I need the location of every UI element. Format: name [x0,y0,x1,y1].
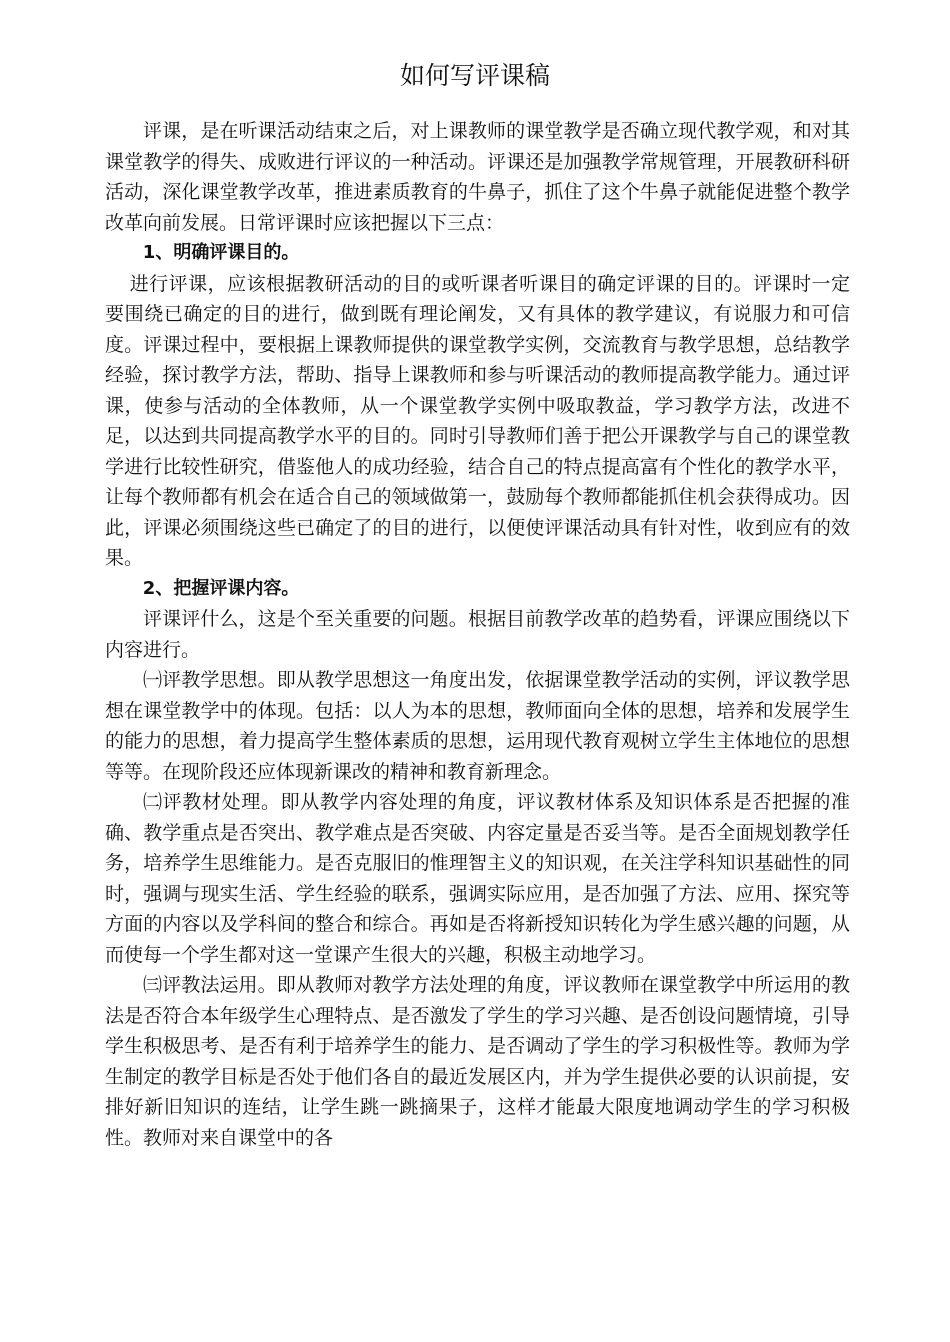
item-material-handling: ㈡评教材处理。即从教学内容处理的角度，评议教材体系及知识体系是否把握的准确、教学重点是否突出、教学难点是否突破、内容定量是否妥当等。是否全面规划教学任务，培养学生思维能力。是否克服旧的惟理智主义的知识观，在关注学科知识基础性的同时，强调与现实生活、学生经验的联系，强调实际应用，是否加强了方法、应用、探究等方面的内容以及学科间的整合和综合。再如是否将新授知识转化为学生感兴趣的问题，从而使每一个学生都对这一堂课产生很大的兴趣，积极主动地学习。 [105,791,850,966]
document-body [105,116,850,1153]
section-heading-content: 2、把握评课内容。 [142,577,300,599]
content-intro-paragraph: 评课评什么，这是个至关重要的问题。根据目前教学改革的趋势看，评课应围绕以下内容进行。 [105,608,850,661]
purpose-paragraph: 进行评课，应该根据教研活动的目的或听课者听课目的确定评课的目的。评课时一定要围绕已确定的目的进行，做到既有理论阐发，又有具体的教学建议，有说服力和可信度。评课过程中，要根据上课教师提供的课堂教学实例，交流教育与教学思想，总结教学经验，探讨教学方法，帮助、指导上课教师和参与听课活动的教师提高教学能力。通过评课，使参与活动的全体教师，从一个课堂教学实例中吸取教益，学习教学方法，改进不足，以达到共同提高教学水平的目的。同时引导教师们善于把公开课教学与自己的课堂教学进行比较性研究，借鉴他人的成功经验，结合自己的特点提高富有个性化的教学水平，让每个教师都有机会在适合自己的领域做第一，鼓励每个教师都能抓住机会获得成功。因此，评课必须围绕这些已确定了的目的进行，以便使评课活动具有针对性，收到应有的效果。 [105,272,850,569]
intro-paragraph: 评课，是在听课活动结束之后，对上课教师的课堂教学是否确立现代教学观，和对其课堂教学的得失、成败进行评议的一种活动。评课还是加强教学常规管理，开展教研科研活动，深化课堂教学改革，推进素质教育的牛鼻子，抓住了这个牛鼻子就能促进整个教学改革向前发展。日常评课时应该把握以下三点： [105,120,850,234]
item-teaching-thought: ㈠评教学思想。即从教学思想这一角度出发，依据课堂教学活动的实例，评议教学思想在课堂教学中的体现。包括：以人为本的思想，教师面向全体的思想，培养和发展学生的能力的思想，着力提高学生整体素质的思想，运用现代教育观树立学生主体地位的思想等等。在现阶段还应体现新课改的精神和教育新理念。 [105,669,850,783]
item-method-use: ㈢评教法运用。即从教师对教学方法处理的角度，评议教师在课堂教学中所运用的教法是否符合本年级学生心理特点、是否激发了学生的学习兴趣、是否创设问题情境，引导学生积极思考、是否有利于培养学生的能力、是否调动了学生的学习积极性等。教师为学生制定的教学目标是否处于他们各自的最近发展区内，并为学生提供必要的认识前提，安排好新旧知识的连结，让学生跳一跳摘果子，这样才能最大限度地调动学生的学习积极性。教师对来自课堂中的各 [105,974,850,1149]
section-heading-purpose: 1、明确评课目的。 [142,242,300,263]
document-title: 如何写评课稿 [399,61,550,90]
